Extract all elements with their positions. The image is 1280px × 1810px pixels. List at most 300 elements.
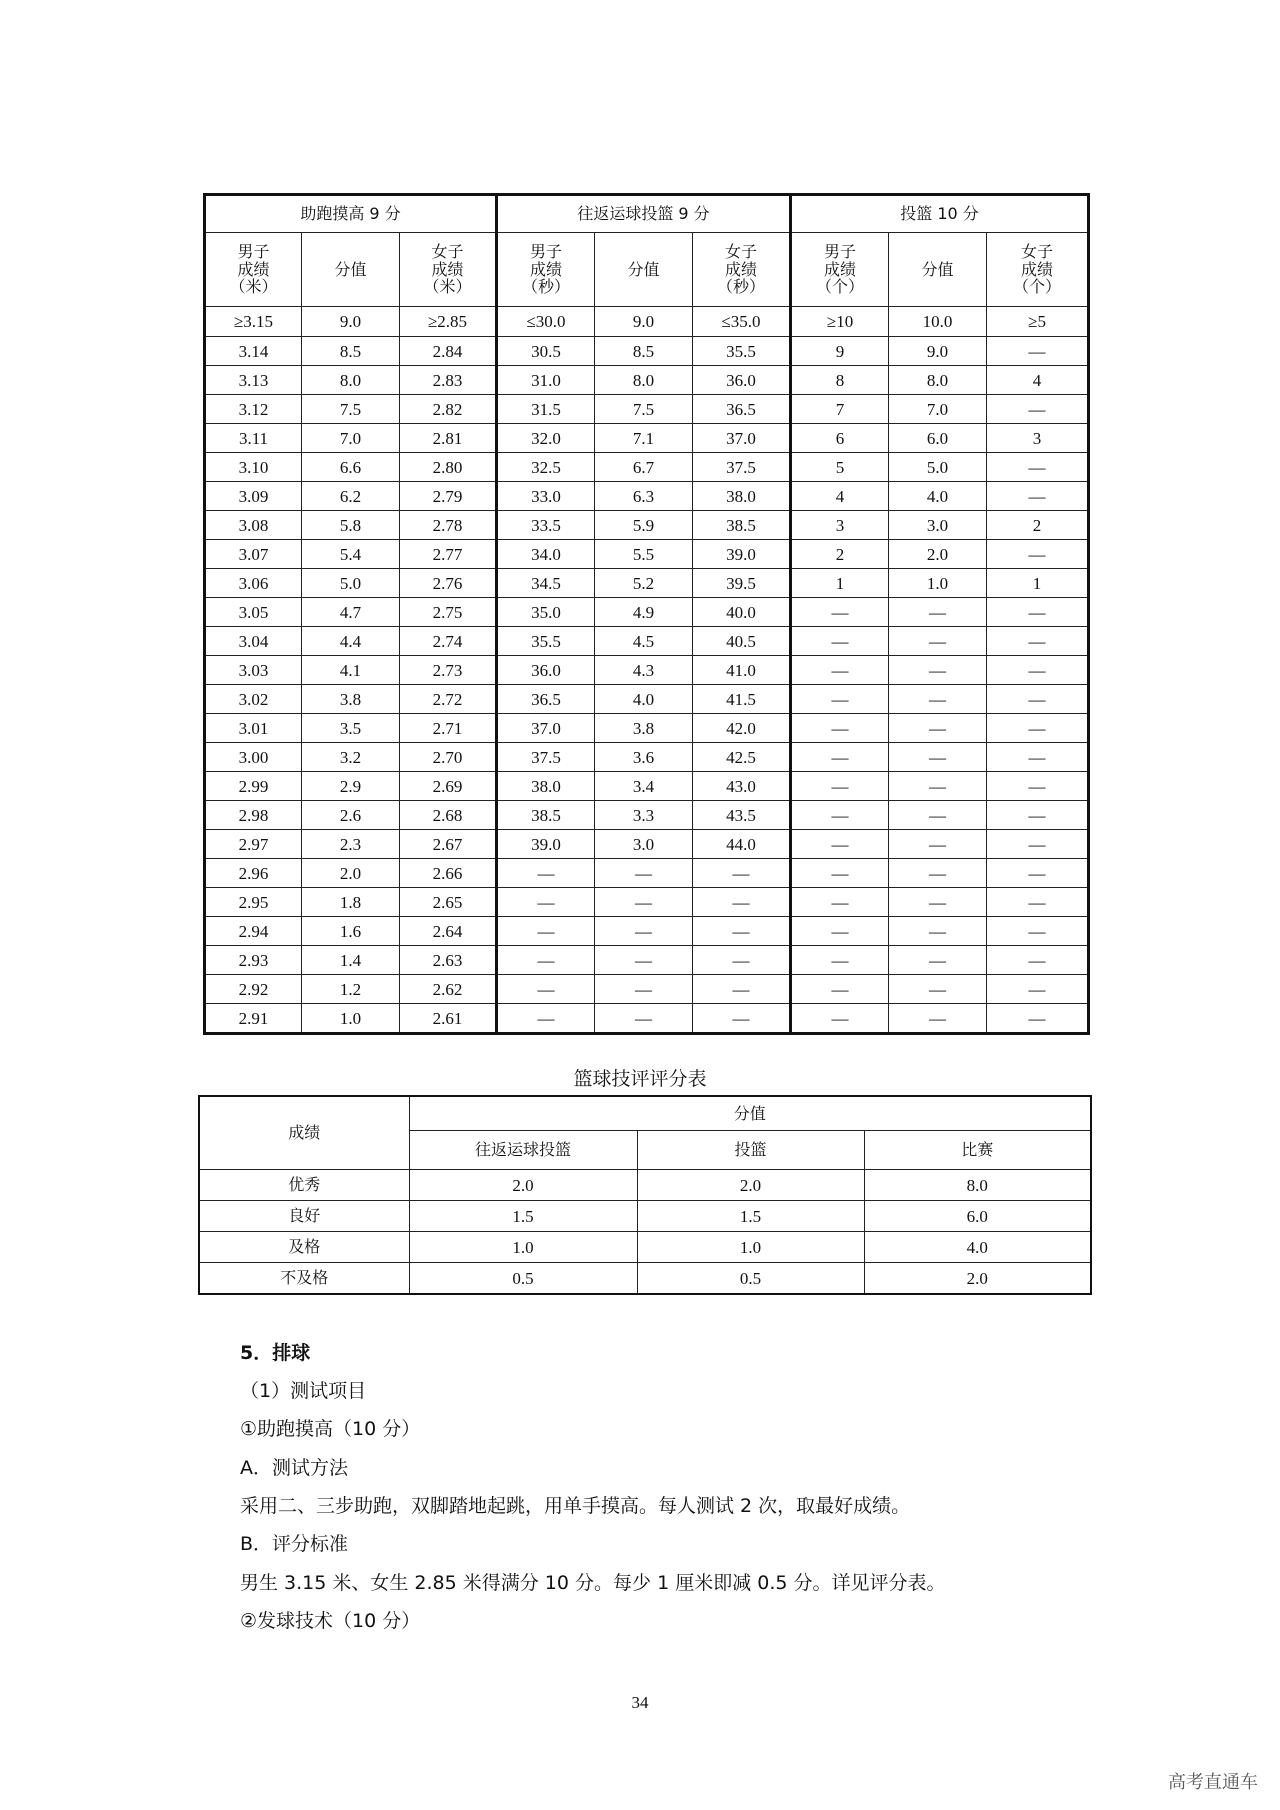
table-cell: 4.5 bbox=[595, 627, 693, 656]
table-cell: 3.3 bbox=[595, 801, 693, 830]
table-cell: — bbox=[889, 859, 987, 888]
skill-table bbox=[198, 1095, 1092, 1295]
paragraph: A．测试方法 bbox=[240, 1457, 348, 1479]
paragraph: （1）测试项目 bbox=[240, 1380, 367, 1402]
table-cell: 1.0 bbox=[409, 1232, 637, 1263]
table-cell: 6.2 bbox=[302, 482, 400, 511]
table-cell: 3.2 bbox=[302, 743, 400, 772]
table-cell: 44.0 bbox=[693, 830, 791, 859]
table-cell: 0.5 bbox=[637, 1263, 864, 1295]
column-header-line: （个） bbox=[816, 277, 865, 297]
table-cell: — bbox=[791, 975, 889, 1004]
table-cell: 2.3 bbox=[302, 830, 400, 859]
table-cell: 1 bbox=[987, 569, 1089, 598]
table-cell: 2.70 bbox=[400, 743, 497, 772]
table-cell: 3.01 bbox=[205, 714, 302, 743]
table-cell: 2 bbox=[791, 540, 889, 569]
table-cell: — bbox=[987, 453, 1089, 482]
table-cell: 8.0 bbox=[595, 366, 693, 395]
table-row bbox=[205, 569, 1089, 598]
table-cell: 39.0 bbox=[693, 540, 791, 569]
table-cell: — bbox=[987, 395, 1089, 424]
column-header bbox=[987, 233, 1089, 307]
table-row bbox=[205, 685, 1089, 714]
table-cell: 良好 bbox=[199, 1201, 409, 1232]
table-row bbox=[205, 1004, 1089, 1034]
table-cell: — bbox=[987, 946, 1089, 975]
table-row bbox=[205, 801, 1089, 830]
table-cell: 8.5 bbox=[595, 337, 693, 366]
table-cell: 2.0 bbox=[637, 1170, 864, 1201]
table-cell: — bbox=[595, 888, 693, 917]
score-table bbox=[203, 193, 1090, 1035]
table-cell: — bbox=[791, 656, 889, 685]
table-cell: 3.12 bbox=[205, 395, 302, 424]
table-cell: 2.94 bbox=[205, 917, 302, 946]
table-cell: 2.64 bbox=[400, 917, 497, 946]
table-cell: 5.9 bbox=[595, 511, 693, 540]
table-cell: 1.4 bbox=[302, 946, 400, 975]
watermark: 高考直通车 bbox=[1168, 1772, 1258, 1793]
table-cell: 7.0 bbox=[302, 424, 400, 453]
table-cell: — bbox=[497, 946, 595, 975]
table-cell: — bbox=[497, 1004, 595, 1034]
table-cell: 6 bbox=[791, 424, 889, 453]
table-cell: 5.8 bbox=[302, 511, 400, 540]
table-row bbox=[205, 511, 1089, 540]
column-header-line: 女子 bbox=[1021, 241, 1054, 261]
column-header bbox=[889, 233, 987, 307]
table-cell: 39.0 bbox=[497, 830, 595, 859]
table-cell: 3.8 bbox=[302, 685, 400, 714]
table-cell: 2.75 bbox=[400, 598, 497, 627]
table-cell: — bbox=[791, 859, 889, 888]
table-cell: 4 bbox=[987, 366, 1089, 395]
table-cell: 5.0 bbox=[889, 453, 987, 482]
table-cell: 3.08 bbox=[205, 511, 302, 540]
table-row bbox=[199, 1170, 1091, 1201]
table-cell: 38.5 bbox=[497, 801, 595, 830]
table-cell: 2.72 bbox=[400, 685, 497, 714]
table-cell: 1.2 bbox=[302, 975, 400, 1004]
table-cell: 2.95 bbox=[205, 888, 302, 917]
column-header bbox=[595, 233, 693, 307]
table-cell: 6.6 bbox=[302, 453, 400, 482]
table-cell: 3 bbox=[987, 424, 1089, 453]
column-header-line: 成绩 bbox=[431, 259, 464, 279]
table-cell: 3.4 bbox=[595, 772, 693, 801]
table-cell: 35.5 bbox=[693, 337, 791, 366]
paragraph: 采用二、三步助跑，双脚踏地起跳，用单手摸高。每人测试 2 次，取最好成绩。 bbox=[240, 1495, 911, 1517]
table-cell: 8.0 bbox=[302, 366, 400, 395]
column-header bbox=[497, 233, 595, 307]
table-cell: 2.66 bbox=[400, 859, 497, 888]
table-cell: 2.98 bbox=[205, 801, 302, 830]
table-cell: 2.93 bbox=[205, 946, 302, 975]
table-cell: — bbox=[595, 975, 693, 1004]
table-cell: — bbox=[889, 830, 987, 859]
table-cell: 9.0 bbox=[302, 307, 400, 337]
table-cell: 43.0 bbox=[693, 772, 791, 801]
table-cell: — bbox=[889, 743, 987, 772]
table-cell: 4 bbox=[791, 482, 889, 511]
column-header-line: 分值 bbox=[921, 259, 954, 279]
table-cell: 8.0 bbox=[864, 1170, 1091, 1201]
table-cell: 3.6 bbox=[595, 743, 693, 772]
column-header-line: 成绩 bbox=[1021, 259, 1054, 279]
table-cell: 43.5 bbox=[693, 801, 791, 830]
table-cell: 6.7 bbox=[595, 453, 693, 482]
column-header-line: （秒） bbox=[521, 277, 570, 297]
table-cell: 3.06 bbox=[205, 569, 302, 598]
table-row bbox=[205, 888, 1089, 917]
column-header-line: （米） bbox=[229, 277, 278, 297]
table-cell: 38.5 bbox=[693, 511, 791, 540]
table-cell: 8.5 bbox=[302, 337, 400, 366]
paragraph: 男生 3.15 米、女生 2.85 米得满分 10 分。每少 1 厘米即减 0.5 分。详见评分表。 bbox=[240, 1572, 946, 1594]
table-cell: — bbox=[693, 975, 791, 1004]
table-cell: 2.80 bbox=[400, 453, 497, 482]
column-header-line: 成绩 bbox=[237, 259, 270, 279]
table-cell: ≥5 bbox=[987, 307, 1089, 337]
table-cell: 3.07 bbox=[205, 540, 302, 569]
table-cell: — bbox=[987, 685, 1089, 714]
table-cell: — bbox=[987, 337, 1089, 366]
table-cell: — bbox=[595, 1004, 693, 1034]
table-cell: 2.0 bbox=[302, 859, 400, 888]
table-row bbox=[205, 859, 1089, 888]
table-cell: ≥2.85 bbox=[400, 307, 497, 337]
table-cell: 3.0 bbox=[595, 830, 693, 859]
table-cell: 2.9 bbox=[302, 772, 400, 801]
table-cell: — bbox=[987, 627, 1089, 656]
table-cell: 37.5 bbox=[693, 453, 791, 482]
table-cell: 42.5 bbox=[693, 743, 791, 772]
skill-table-subheader: 投篮 bbox=[637, 1131, 864, 1170]
group-header-row bbox=[205, 195, 1089, 233]
table-cell: 9.0 bbox=[889, 337, 987, 366]
table-cell: — bbox=[595, 859, 693, 888]
table-row bbox=[205, 772, 1089, 801]
table-cell: — bbox=[987, 743, 1089, 772]
table-cell: 2.76 bbox=[400, 569, 497, 598]
table-cell: — bbox=[497, 888, 595, 917]
table-cell: 7.1 bbox=[595, 424, 693, 453]
table-cell: 38.0 bbox=[693, 482, 791, 511]
table-cell: 优秀 bbox=[199, 1170, 409, 1201]
table-cell: 1.8 bbox=[302, 888, 400, 917]
table-cell: 及格 bbox=[199, 1232, 409, 1263]
table-cell: 5 bbox=[791, 453, 889, 482]
table-cell: — bbox=[987, 540, 1089, 569]
table-cell: 2.67 bbox=[400, 830, 497, 859]
table-cell: 2.71 bbox=[400, 714, 497, 743]
table-cell: — bbox=[889, 801, 987, 830]
table-cell: 37.0 bbox=[497, 714, 595, 743]
table-cell: 4.9 bbox=[595, 598, 693, 627]
table-cell: 3.10 bbox=[205, 453, 302, 482]
table-cell: 5.0 bbox=[302, 569, 400, 598]
table-cell: — bbox=[889, 714, 987, 743]
table-cell: 9.0 bbox=[595, 307, 693, 337]
table-cell: 4.0 bbox=[889, 482, 987, 511]
table-cell: 1.5 bbox=[409, 1201, 637, 1232]
table-cell: 5.5 bbox=[595, 540, 693, 569]
table-row bbox=[205, 307, 1089, 337]
table-cell: — bbox=[791, 772, 889, 801]
page-number: 34 bbox=[631, 1693, 649, 1712]
table-cell: 3.09 bbox=[205, 482, 302, 511]
table-cell: 1.0 bbox=[889, 569, 987, 598]
table-row bbox=[205, 598, 1089, 627]
skill-table-value-header: 分值 bbox=[409, 1096, 1091, 1131]
table-cell: — bbox=[889, 946, 987, 975]
table-cell: — bbox=[889, 1004, 987, 1034]
table-cell: 34.0 bbox=[497, 540, 595, 569]
table-cell: 2.81 bbox=[400, 424, 497, 453]
column-header bbox=[791, 233, 889, 307]
table-cell: 3.03 bbox=[205, 656, 302, 685]
table-cell: 2.82 bbox=[400, 395, 497, 424]
table-cell: 2 bbox=[987, 511, 1089, 540]
table-cell: — bbox=[987, 888, 1089, 917]
table-cell: 6.0 bbox=[889, 424, 987, 453]
table-row bbox=[199, 1232, 1091, 1263]
table-cell: — bbox=[987, 975, 1089, 1004]
table-cell: 37.0 bbox=[693, 424, 791, 453]
table-cell: 2.79 bbox=[400, 482, 497, 511]
table-cell: — bbox=[693, 1004, 791, 1034]
table-cell: 36.0 bbox=[693, 366, 791, 395]
table-cell: — bbox=[693, 946, 791, 975]
table-row bbox=[205, 743, 1089, 772]
table-cell: 2.97 bbox=[205, 830, 302, 859]
paragraph: B．评分标准 bbox=[240, 1533, 349, 1555]
table-row bbox=[205, 946, 1089, 975]
table-cell: 4.0 bbox=[595, 685, 693, 714]
table-cell: 3 bbox=[791, 511, 889, 540]
table-cell: 8.0 bbox=[889, 366, 987, 395]
table-cell: — bbox=[987, 772, 1089, 801]
table-row bbox=[205, 540, 1089, 569]
table-cell: — bbox=[987, 1004, 1089, 1034]
table-cell: 7.5 bbox=[595, 395, 693, 424]
table-cell: ≥3.15 bbox=[205, 307, 302, 337]
table-row bbox=[205, 395, 1089, 424]
table-cell: 3.11 bbox=[205, 424, 302, 453]
table-cell: — bbox=[791, 598, 889, 627]
table-cell: 41.5 bbox=[693, 685, 791, 714]
table-cell: — bbox=[595, 917, 693, 946]
column-header bbox=[693, 233, 791, 307]
table-cell: — bbox=[497, 859, 595, 888]
table-cell: 38.0 bbox=[497, 772, 595, 801]
table-row bbox=[205, 453, 1089, 482]
table-cell: 5.4 bbox=[302, 540, 400, 569]
table-cell: 2.84 bbox=[400, 337, 497, 366]
table-cell: — bbox=[791, 714, 889, 743]
table-cell: — bbox=[791, 830, 889, 859]
group-header: 投篮 10 分 bbox=[791, 195, 1089, 233]
table-cell: 4.0 bbox=[864, 1232, 1091, 1263]
table-row bbox=[205, 627, 1089, 656]
table-cell: 9 bbox=[791, 337, 889, 366]
table-row bbox=[205, 830, 1089, 859]
table-row bbox=[205, 337, 1089, 366]
table-cell: — bbox=[693, 859, 791, 888]
table-cell: 6.0 bbox=[864, 1201, 1091, 1232]
paragraph: ②发球技术（10 分） bbox=[240, 1610, 421, 1632]
table-cell: — bbox=[987, 801, 1089, 830]
table-cell: 3.02 bbox=[205, 685, 302, 714]
table-cell: 2.83 bbox=[400, 366, 497, 395]
table-cell: ≥10 bbox=[791, 307, 889, 337]
table-cell: — bbox=[987, 859, 1089, 888]
table-cell: 4.1 bbox=[302, 656, 400, 685]
column-header-line: 男子 bbox=[237, 241, 270, 261]
table-cell: 1.0 bbox=[637, 1232, 864, 1263]
table-cell: 3.8 bbox=[595, 714, 693, 743]
column-header-line: 男子 bbox=[824, 241, 857, 261]
table-cell: 30.5 bbox=[497, 337, 595, 366]
table-cell: — bbox=[987, 917, 1089, 946]
table-cell: 3.5 bbox=[302, 714, 400, 743]
table-cell: 36.5 bbox=[497, 685, 595, 714]
table-cell: ≤35.0 bbox=[693, 307, 791, 337]
table-cell: 7.5 bbox=[302, 395, 400, 424]
table-cell: 40.0 bbox=[693, 598, 791, 627]
table-cell: — bbox=[693, 888, 791, 917]
column-header-line: 女子 bbox=[725, 241, 758, 261]
table-cell: 2.91 bbox=[205, 1004, 302, 1034]
column-header-line: 分值 bbox=[627, 259, 660, 279]
table-cell: — bbox=[791, 627, 889, 656]
table-row bbox=[205, 424, 1089, 453]
table-cell: 3.00 bbox=[205, 743, 302, 772]
table-cell: 2.63 bbox=[400, 946, 497, 975]
table-cell: 3.14 bbox=[205, 337, 302, 366]
table-cell: 2.0 bbox=[864, 1263, 1091, 1295]
table-cell: — bbox=[791, 801, 889, 830]
table-cell: 2.96 bbox=[205, 859, 302, 888]
table-cell: 34.5 bbox=[497, 569, 595, 598]
table-cell: 10.0 bbox=[889, 307, 987, 337]
group-header: 往返运球投篮 9 分 bbox=[497, 195, 791, 233]
table-cell: 2.78 bbox=[400, 511, 497, 540]
table-cell: 1.0 bbox=[302, 1004, 400, 1034]
column-header-line: 成绩 bbox=[529, 259, 562, 279]
table-cell: 3.05 bbox=[205, 598, 302, 627]
column-header-line: 男子 bbox=[529, 241, 562, 261]
skill-table-score-header: 成绩 bbox=[199, 1096, 409, 1170]
table-cell: — bbox=[889, 627, 987, 656]
table-cell: 不及格 bbox=[199, 1263, 409, 1295]
table-cell: 3.04 bbox=[205, 627, 302, 656]
table-cell: 2.99 bbox=[205, 772, 302, 801]
column-header bbox=[400, 233, 497, 307]
table-cell: 31.0 bbox=[497, 366, 595, 395]
table-cell: 36.0 bbox=[497, 656, 595, 685]
table-cell: 2.6 bbox=[302, 801, 400, 830]
table-row bbox=[205, 656, 1089, 685]
table-cell: 36.5 bbox=[693, 395, 791, 424]
table-cell: 41.0 bbox=[693, 656, 791, 685]
table-cell: — bbox=[693, 917, 791, 946]
table-row bbox=[199, 1263, 1091, 1295]
paragraph: ①助跑摸高（10 分） bbox=[240, 1418, 421, 1440]
column-header bbox=[205, 233, 302, 307]
table-cell: 3.0 bbox=[889, 511, 987, 540]
table-cell: 4.4 bbox=[302, 627, 400, 656]
table-cell: 37.5 bbox=[497, 743, 595, 772]
skill-table-subheader: 比赛 bbox=[864, 1131, 1091, 1170]
section-heading: 5．排球 bbox=[240, 1342, 311, 1364]
table-cell: 40.5 bbox=[693, 627, 791, 656]
table-cell: — bbox=[497, 975, 595, 1004]
column-header-line: 女子 bbox=[431, 241, 464, 261]
skill-table-title: 篮球技评评分表 bbox=[573, 1068, 707, 1090]
table-cell: — bbox=[987, 830, 1089, 859]
table-cell: — bbox=[791, 1004, 889, 1034]
table-cell: 2.62 bbox=[400, 975, 497, 1004]
table-row bbox=[199, 1201, 1091, 1232]
table-row bbox=[205, 366, 1089, 395]
table-cell: 2.74 bbox=[400, 627, 497, 656]
skill-table-subheader: 往返运球投篮 bbox=[409, 1131, 637, 1170]
table-cell: — bbox=[889, 917, 987, 946]
table-cell: 5.2 bbox=[595, 569, 693, 598]
table-cell: 4.7 bbox=[302, 598, 400, 627]
table-cell: ≤30.0 bbox=[497, 307, 595, 337]
table-cell: — bbox=[987, 714, 1089, 743]
table-cell: — bbox=[791, 917, 889, 946]
table-row bbox=[205, 975, 1089, 1004]
table-cell: 1.5 bbox=[637, 1201, 864, 1232]
table-cell: 32.5 bbox=[497, 453, 595, 482]
table-cell: 2.92 bbox=[205, 975, 302, 1004]
table-row bbox=[205, 917, 1089, 946]
table-cell: 33.0 bbox=[497, 482, 595, 511]
table-cell: 8 bbox=[791, 366, 889, 395]
table-cell: 2.65 bbox=[400, 888, 497, 917]
column-header-line: （米） bbox=[423, 277, 472, 297]
table-row bbox=[205, 714, 1089, 743]
subheader-row bbox=[205, 233, 1089, 307]
table-cell: 1.6 bbox=[302, 917, 400, 946]
table-cell: — bbox=[987, 482, 1089, 511]
table-cell: — bbox=[791, 743, 889, 772]
table-cell: 2.68 bbox=[400, 801, 497, 830]
table-cell: 7.0 bbox=[889, 395, 987, 424]
table-cell: 35.5 bbox=[497, 627, 595, 656]
table-cell: 35.0 bbox=[497, 598, 595, 627]
table-cell: — bbox=[497, 917, 595, 946]
column-header-line: （秒） bbox=[717, 277, 766, 297]
table-cell: 2.0 bbox=[409, 1170, 637, 1201]
table-cell: — bbox=[889, 598, 987, 627]
table-cell: — bbox=[889, 772, 987, 801]
table-cell: 0.5 bbox=[409, 1263, 637, 1295]
table-cell: — bbox=[987, 656, 1089, 685]
table-row bbox=[205, 482, 1089, 511]
column-header-line: （个） bbox=[1013, 277, 1062, 297]
table-cell: — bbox=[791, 888, 889, 917]
table-cell: 2.0 bbox=[889, 540, 987, 569]
table-cell: 33.5 bbox=[497, 511, 595, 540]
table-cell: — bbox=[791, 685, 889, 714]
table-cell: 31.5 bbox=[497, 395, 595, 424]
table-cell: 2.69 bbox=[400, 772, 497, 801]
